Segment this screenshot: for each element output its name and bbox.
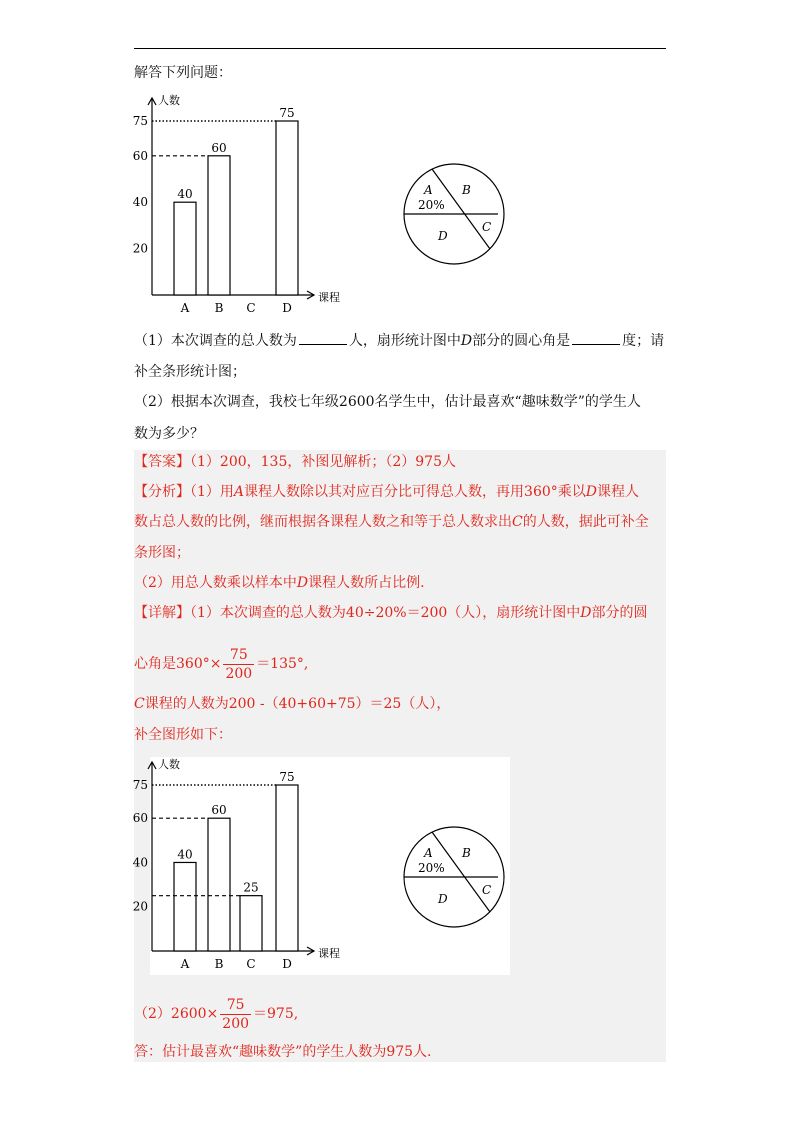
- bar-value-label: 75: [279, 106, 295, 120]
- analysis-line-2: [134, 512, 649, 532]
- pie-label-b: B: [462, 183, 471, 197]
- pie-label-a: A: [424, 183, 433, 197]
- detail-tag: 【详解】: [134, 605, 190, 621]
- detail-text: （2）2600×: [134, 1006, 219, 1022]
- analysis-text: 数占总人数的比例，继而根据各课程人数之和等于总人数求出: [134, 514, 512, 530]
- detail-text: 部分的圆: [591, 605, 648, 621]
- detail-line-5: [134, 994, 298, 1034]
- pie-percent-a: 20%: [418, 198, 445, 212]
- detail-c-letter: C: [134, 696, 145, 712]
- pie-chart-completed: [398, 821, 510, 933]
- analysis-text: 课程人数除以其对应百分比可得总人数，再用360°乘以: [244, 484, 586, 500]
- analysis-text: 的人数，据此可补全: [522, 514, 649, 530]
- detail-d-letter: D: [580, 605, 592, 621]
- y-tick-label: 20: [132, 899, 148, 914]
- detail-text: ＝135°,: [256, 656, 309, 672]
- pie-label-d: D: [438, 229, 448, 243]
- x-axis-label: 课程: [318, 947, 340, 960]
- x-tick-label: B: [214, 957, 224, 971]
- instruction-text: 解答下列问题：: [134, 65, 232, 81]
- answer-line: [134, 452, 456, 472]
- detail-line-3: [134, 694, 450, 714]
- y-axis-label: 人数: [158, 94, 180, 107]
- x-tick-label: A: [180, 957, 190, 971]
- bar-chart-completed: [128, 752, 360, 974]
- x-tick-label: D: [282, 301, 292, 315]
- analysis-text: 课程人: [597, 484, 640, 500]
- analysis-line-4: [134, 573, 425, 593]
- bar-value-label: 60: [211, 803, 227, 818]
- fraction-numerator: 75: [220, 996, 251, 1015]
- q1-prefix: （1）本次调查的总人数为: [134, 333, 297, 349]
- y-tick-label: 60: [132, 811, 148, 826]
- bar-B: [208, 818, 230, 951]
- fraction-denominator: 200: [222, 1015, 250, 1032]
- detail-line-1: [134, 603, 648, 623]
- analysis-c-letter: C: [512, 514, 523, 530]
- analysis-text: 课程人数所占比例.: [308, 575, 425, 591]
- question-1-line-2: 补全条形统计图；: [134, 364, 246, 380]
- bar-C: [240, 896, 262, 951]
- y-tick-label: 40: [132, 855, 148, 870]
- x-tick-label: D: [282, 957, 292, 971]
- answer-tag: 【答案】: [134, 454, 190, 470]
- analysis-text: （2）用总人数乘以样本中: [134, 575, 297, 591]
- y-tick-label: 60: [132, 148, 148, 163]
- detail-line-6: 答：估计最喜欢“趣味数学”的学生人数为975人.: [134, 1044, 432, 1060]
- bar-value-label: 40: [177, 847, 193, 862]
- question-2-line-2: 数为多少？: [134, 426, 204, 442]
- y-tick-label: 20: [132, 241, 148, 256]
- bar-B: [208, 156, 230, 295]
- answer-text: （1）200，135，补图见解析；（2）975人: [190, 454, 456, 470]
- bar-A: [174, 202, 196, 295]
- q1-mid1: 人，扇形统计图中: [348, 333, 461, 349]
- x-tick-label: B: [214, 301, 224, 315]
- analysis-d-letter: D: [585, 484, 598, 500]
- bar-A: [174, 862, 196, 951]
- detail-text: 课程的人数为200 -（40+60+75）＝25（人），: [144, 696, 451, 712]
- q1-suffix: 度；请: [622, 333, 665, 349]
- pie-label-a: A: [424, 846, 433, 860]
- x-tick-label: C: [246, 957, 256, 971]
- detail-text: （1）本次调查的总人数为40÷20%＝200（人），扇形统计图中: [190, 605, 581, 621]
- fraction-75-200: [223, 646, 254, 683]
- bar-value-label: 25: [243, 880, 259, 895]
- x-tick-label: C: [246, 301, 256, 315]
- bar-value-label: 75: [279, 770, 295, 784]
- analysis-text: （1）用: [190, 484, 234, 500]
- pie-label-c: C: [482, 220, 492, 234]
- fraction-denominator: 200: [225, 665, 253, 682]
- q1-d-letter: D: [460, 333, 473, 349]
- y-tick-label: 75: [132, 778, 148, 792]
- bar-value-label: 60: [211, 140, 227, 155]
- detail-text: 心角是360°×: [134, 656, 222, 672]
- pie-label-c: C: [482, 883, 492, 897]
- y-axis-label: 人数: [158, 758, 180, 771]
- detail-line-4: 补全图形如下：: [134, 727, 232, 743]
- detail-text: ＝975,: [253, 1006, 299, 1022]
- y-tick-label: 75: [132, 114, 148, 128]
- analysis-tag: 【分析】: [134, 484, 190, 500]
- pie-chart-question: [398, 158, 510, 270]
- analysis-line-1: [134, 482, 639, 502]
- x-tick-label: A: [180, 301, 190, 315]
- pie-label-d: D: [438, 892, 448, 906]
- bar-D: [276, 785, 298, 951]
- bar-D: [276, 121, 298, 295]
- q1-blank-total: [299, 330, 347, 345]
- detail-line-2: [134, 644, 308, 684]
- bar-chart-question: [128, 88, 360, 318]
- pie-percent-a: 20%: [418, 861, 445, 875]
- x-axis-label: 课程: [318, 291, 340, 304]
- q1-mid2: 部分的圆心角是: [472, 333, 571, 349]
- analysis-line-3: 条形图；: [134, 545, 190, 561]
- fraction-numerator: 75: [223, 646, 254, 665]
- analysis-a-letter: A: [233, 484, 245, 500]
- y-tick-label: 40: [132, 195, 148, 210]
- question-1-line-1: [134, 330, 664, 351]
- header-rule: [134, 48, 666, 49]
- pie-label-b: B: [462, 846, 471, 860]
- bar-value-label: 40: [177, 187, 193, 202]
- q1-blank-angle: [572, 330, 620, 345]
- question-2-line-1: （2）根据本次调查，我校七年级2600名学生中，估计最喜欢“趣味数学”的学生人: [134, 394, 641, 410]
- fraction-75-200: [220, 996, 251, 1033]
- analysis-d-letter: D: [296, 575, 309, 591]
